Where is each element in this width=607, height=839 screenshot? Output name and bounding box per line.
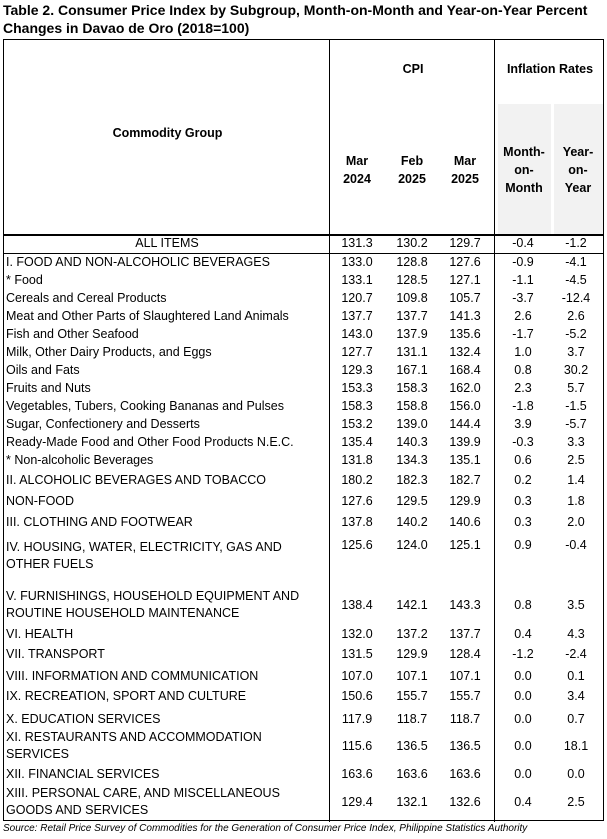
cell-mar-2025: 127.6: [449, 255, 481, 269]
cell-mar-2025: 136.5: [449, 739, 481, 753]
header-mar-2024-year: 2024: [343, 172, 371, 186]
row-label: VII. TRANSPORT: [6, 647, 105, 661]
cell-feb-2025: 128.8: [396, 255, 428, 269]
source-note: Source: Retail Price Survey of Commodities for the Generation of Consumer Price Index, Philippine Statistics Authority: [3, 823, 528, 834]
cell-yoy: -1.5: [565, 399, 587, 413]
cell-mar-2024: 150.6: [341, 689, 373, 703]
row-label: Sugar, Confectionery and Desserts: [6, 417, 200, 431]
header-mom-line3: Month: [505, 181, 543, 195]
cell-mar-2025: 118.7: [449, 712, 481, 726]
cell-yoy: 0.0: [567, 767, 585, 781]
cell-mar-2024: 129.3: [341, 363, 373, 377]
row-label: Vegetables, Tubers, Cooking Bananas and Pulses: [6, 399, 284, 413]
cell-feb-2025: 129.5: [396, 494, 428, 508]
cell-mom: -1.1: [512, 273, 534, 287]
cell-feb-2025: 158.3: [396, 381, 428, 395]
row-label: II. ALCOHOLIC BEVERAGES AND TOBACCO: [6, 473, 267, 487]
row-label: III. CLOTHING AND FOOTWEAR: [6, 515, 193, 529]
cell-mar-2025: 162.0: [449, 381, 481, 395]
cell-yoy: -4.1: [565, 255, 587, 269]
cell-yoy: 18.1: [563, 739, 589, 753]
cell-feb-2025: 139.0: [396, 417, 428, 431]
cell-yoy: 2.5: [567, 795, 585, 809]
cell-mar-2024: 153.3: [341, 381, 373, 395]
cell-mom: 0.0: [514, 689, 532, 703]
cell-mar-2025: 135.6: [449, 327, 481, 341]
header-mar-2025-month: Mar: [453, 154, 477, 168]
divider-cpi-inflation: [494, 40, 495, 822]
row-label: XI. RESTAURANTS AND ACCOMMODATION SERVICES: [6, 730, 262, 761]
cell-yoy: 0.1: [567, 669, 585, 683]
cell-feb-2025: 130.2: [396, 236, 428, 250]
row-label: XIII. PERSONAL CARE, AND MISCELLANEOUS GOODS AND SERVICES: [6, 786, 280, 817]
cell-mom: 0.9: [514, 538, 532, 552]
cell-mar-2024: 131.3: [341, 236, 373, 250]
cell-mar-2024: 132.0: [341, 627, 373, 641]
cell-mar-2024: 125.6: [341, 538, 373, 552]
cell-mom: 0.0: [514, 669, 532, 683]
cell-yoy: 2.0: [567, 515, 585, 529]
cell-mar-2025: 135.1: [449, 453, 481, 467]
cell-mar-2024: 133.0: [341, 255, 373, 269]
cell-mar-2025: 129.9: [449, 494, 481, 508]
cell-feb-2025: 109.8: [396, 291, 428, 305]
cell-mom: 3.9: [514, 417, 532, 431]
row-label: IX. RECREATION, SPORT AND CULTURE: [6, 689, 247, 703]
cell-yoy: 2.5: [567, 453, 585, 467]
cell-mar-2025: 182.7: [449, 473, 481, 487]
cell-feb-2025: 131.1: [396, 345, 428, 359]
cell-mom: 0.3: [514, 515, 532, 529]
cell-yoy: 0.7: [567, 712, 585, 726]
cell-mar-2024: 163.6: [341, 767, 373, 781]
cell-mom: 0.0: [514, 767, 532, 781]
cell-mar-2024: 143.0: [341, 327, 373, 341]
cell-mar-2024: 127.7: [341, 345, 373, 359]
cell-feb-2025: 137.2: [396, 627, 428, 641]
cell-yoy: 30.2: [563, 363, 589, 377]
header-feb-2025: [392, 152, 432, 188]
cell-mar-2024: 137.7: [341, 309, 373, 323]
cell-mar-2024: 180.2: [341, 473, 373, 487]
row-label: I. FOOD AND NON-ALCOHOLIC BEVERAGES: [6, 255, 270, 269]
cell-feb-2025: 163.6: [396, 767, 428, 781]
cell-mom: 1.0: [514, 345, 532, 359]
header-yoy-line2: on-: [568, 163, 588, 177]
cell-mar-2024: 131.5: [341, 647, 373, 661]
cell-mom: 0.4: [514, 627, 532, 641]
header-yoy-line1: Year-: [562, 145, 594, 159]
header-yoy-line3: Year: [564, 181, 592, 195]
cell-mar-2024: 120.7: [341, 291, 373, 305]
cell-feb-2025: 158.8: [396, 399, 428, 413]
cell-mom: -1.7: [512, 327, 534, 341]
row-label: Milk, Other Dairy Products, and Eggs: [6, 345, 212, 359]
cell-mom: 0.0: [514, 739, 532, 753]
cell-feb-2025: 167.1: [396, 363, 428, 377]
row-label: NON-FOOD: [6, 494, 75, 508]
cell-mom: 2.6: [514, 309, 532, 323]
cell-feb-2025: 124.0: [396, 538, 428, 552]
cell-mar-2025: 132.6: [449, 795, 481, 809]
row-label: Cereals and Cereal Products: [6, 291, 167, 305]
cell-yoy: 3.4: [567, 689, 585, 703]
cell-feb-2025: 132.1: [396, 795, 428, 809]
cell-mar-2025: 125.1: [449, 538, 481, 552]
cell-yoy: -1.2: [565, 236, 587, 250]
header-mom-line1: Month-: [503, 145, 545, 159]
cell-yoy: 3.3: [567, 435, 585, 449]
row-label: IV. HOUSING, WATER, ELECTRICITY, GAS AND OTHER FUELS: [6, 540, 282, 571]
row-label: VI. HEALTH: [6, 627, 74, 641]
cell-feb-2025: 118.7: [396, 712, 428, 726]
cell-mar-2025: 163.6: [449, 767, 481, 781]
cell-mom: -3.7: [512, 291, 534, 305]
cell-feb-2025: 134.3: [396, 453, 428, 467]
cell-mar-2024: 133.1: [341, 273, 373, 287]
cell-mar-2025: 137.7: [449, 627, 481, 641]
cell-yoy: 1.4: [567, 473, 585, 487]
cell-mom: 0.8: [514, 363, 532, 377]
cell-mar-2024: 135.4: [341, 435, 373, 449]
cell-mar-2025: 143.3: [449, 598, 481, 612]
cell-mar-2025: 105.7: [449, 291, 481, 305]
cell-mar-2025: 156.0: [449, 399, 481, 413]
cell-mar-2025: 141.3: [449, 309, 481, 323]
cell-mar-2024: 131.8: [341, 453, 373, 467]
cell-yoy: -12.4: [561, 291, 591, 305]
cell-yoy: 5.7: [567, 381, 585, 395]
header-mom-line2: on-: [514, 163, 534, 177]
cell-yoy: -5.7: [565, 417, 587, 431]
row-label: * Non-alcoholic Beverages: [6, 453, 154, 467]
header-mar-2024-month: Mar: [345, 154, 369, 168]
cell-mom: -0.4: [512, 236, 534, 250]
divider-commodity: [329, 40, 330, 822]
cell-feb-2025: 129.9: [396, 647, 428, 661]
row-label: * Food: [6, 273, 43, 287]
header-cpi: CPI: [402, 62, 424, 76]
cell-mar-2025: 140.6: [449, 515, 481, 529]
cell-yoy: 3.7: [567, 345, 585, 359]
cell-mom: 0.4: [514, 795, 532, 809]
cell-mar-2025: 127.1: [449, 273, 481, 287]
header-mar-2025-year: 2025: [451, 172, 479, 186]
header-mar-2024: [337, 152, 377, 188]
row-label: V. FURNISHINGS, HOUSEHOLD EQUIPMENT AND ROUTINE HOUSEHOLD MAINTENANCE: [6, 589, 300, 620]
cell-yoy: 2.6: [567, 309, 585, 323]
header-inflation-rates: Inflation Rates: [506, 62, 594, 76]
cell-feb-2025: 155.7: [396, 689, 428, 703]
row-label: Fish and Other Seafood: [6, 327, 139, 341]
row-label: Meat and Other Parts of Slaughtered Land Animals: [6, 309, 289, 323]
row-label: XII. FINANCIAL SERVICES: [6, 767, 160, 781]
cell-mar-2024: 115.6: [341, 739, 373, 753]
cell-mom: -0.9: [512, 255, 534, 269]
cell-feb-2025: 128.5: [396, 273, 428, 287]
row-label: X. EDUCATION SERVICES: [6, 712, 161, 726]
cell-mar-2025: 168.4: [449, 363, 481, 377]
cell-mom: 0.0: [514, 712, 532, 726]
cell-mar-2025: 128.4: [449, 647, 481, 661]
header-month-on-month: [496, 143, 552, 197]
cell-mar-2024: 138.4: [341, 598, 373, 612]
header-mar-2025: [445, 152, 485, 188]
cell-mom: 0.8: [514, 598, 532, 612]
cell-feb-2025: 136.5: [396, 739, 428, 753]
header-feb-2025-month: Feb: [400, 154, 424, 168]
cell-mom: 0.6: [514, 453, 532, 467]
cell-mom: 0.2: [514, 473, 532, 487]
cell-mar-2025: 139.9: [449, 435, 481, 449]
cell-feb-2025: 140.3: [396, 435, 428, 449]
cell-yoy: -5.2: [565, 327, 587, 341]
cell-mar-2024: 117.9: [341, 712, 373, 726]
row-label: ALL ITEMS: [135, 236, 199, 250]
cell-feb-2025: 107.1: [396, 669, 428, 683]
cell-feb-2025: 137.9: [396, 327, 428, 341]
cpi-table: [3, 39, 604, 821]
cell-mom: 0.3: [514, 494, 532, 508]
row-label: Ready-Made Food and Other Food Products N.E.C.: [6, 435, 294, 449]
header-year-on-year: [553, 143, 603, 197]
cell-feb-2025: 137.7: [396, 309, 428, 323]
table-title: Table 2. Consumer Price Index by Subgroup, Month-on-Month and Year-on-Year Percent Changes in Davao de Oro (2018=100): [3, 2, 588, 36]
cell-mar-2024: 127.6: [341, 494, 373, 508]
cell-yoy: -0.4: [565, 538, 587, 552]
cell-yoy: 4.3: [567, 627, 585, 641]
cell-mom: -0.3: [512, 435, 534, 449]
cell-yoy: 1.8: [567, 494, 585, 508]
cell-mar-2024: 107.0: [341, 669, 373, 683]
cell-mar-2024: 158.3: [341, 399, 373, 413]
cell-mar-2025: 155.7: [449, 689, 481, 703]
cell-mar-2024: 153.2: [341, 417, 373, 431]
row-label: VIII. INFORMATION AND COMMUNICATION: [6, 669, 259, 683]
cell-feb-2025: 142.1: [396, 598, 428, 612]
cell-mar-2024: 129.4: [341, 795, 373, 809]
cell-yoy: 3.5: [567, 598, 585, 612]
cell-yoy: -2.4: [565, 647, 587, 661]
cell-feb-2025: 140.2: [396, 515, 428, 529]
cell-yoy: -4.5: [565, 273, 587, 287]
cell-mar-2025: 144.4: [449, 417, 481, 431]
cell-mom: -1.2: [512, 647, 534, 661]
cell-mom: -1.8: [512, 399, 534, 413]
header-commodity-group: Commodity Group: [112, 126, 223, 140]
cell-mar-2024: 137.8: [341, 515, 373, 529]
row-label: Fruits and Nuts: [6, 381, 91, 395]
cell-mar-2025: 107.1: [449, 669, 481, 683]
cell-feb-2025: 182.3: [396, 473, 428, 487]
row-label: Oils and Fats: [6, 363, 80, 377]
header-feb-2025-year: 2025: [398, 172, 426, 186]
cell-mar-2025: 132.4: [449, 345, 481, 359]
cell-mar-2025: 129.7: [449, 236, 481, 250]
cell-mom: 2.3: [514, 381, 532, 395]
